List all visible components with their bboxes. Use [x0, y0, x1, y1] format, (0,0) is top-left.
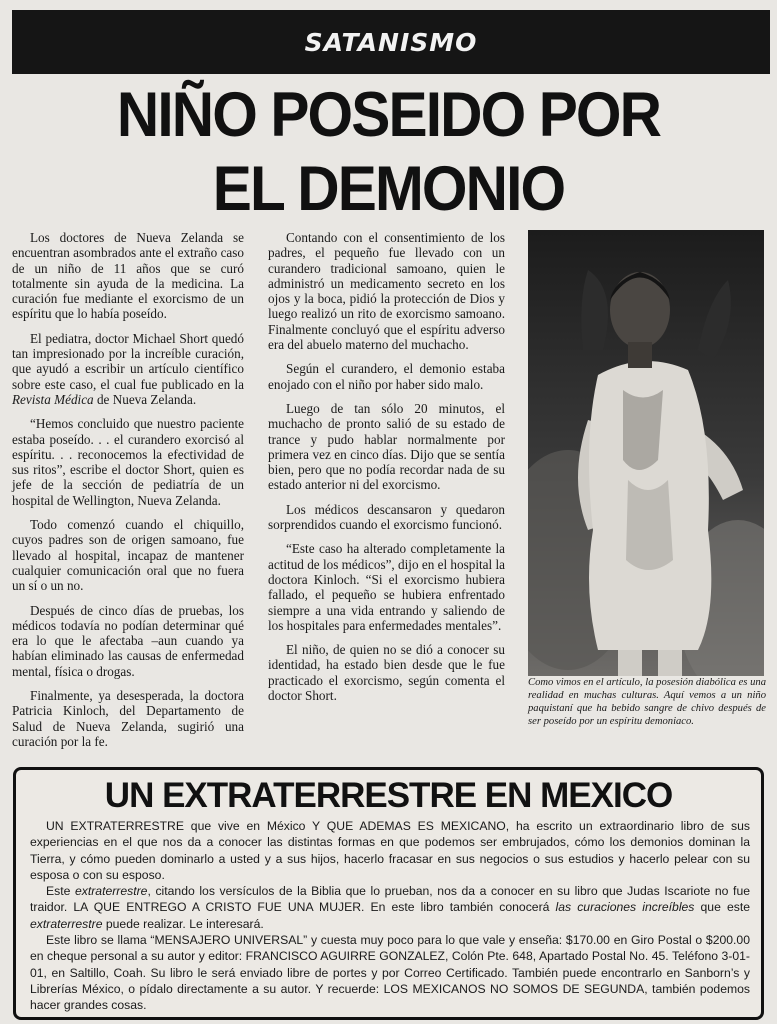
paragraph: Los médicos descansaron y quedaron sorprendidos cuando el exorcismo funcionó.: [268, 501, 505, 533]
paragraph: “Hemos concluido que nuestro paciente estaba poseído. . . el curandero exorcisó al espíritu. . . reconocemos la efectividad de sus ritos”, escribe el doctor Short, quien es jefe de la sección de pediatría de un hospital de Wellington, Nueva Zelanda.: [12, 416, 244, 508]
ad-text-italic: extraterrestre: [30, 916, 103, 931]
paragraph: Todo comenzó cuando el chiquillo, cuyos padres son de origen samoano, fue llevado al hospital, incapaz de mantener cualquier comunicación oral que no fuera un sí o un no.: [12, 517, 244, 594]
ad-text-italic: extraterrestre: [74, 884, 148, 899]
paragraph-text: de Nueva Zelanda.: [93, 391, 197, 407]
section-banner: [12, 10, 770, 74]
paragraph-text: El pediatra, doctor Michael Short quedó tan impresionado por la increíble curación, que ayudó a escribir un artículo científico sobre este caso, el cual fue publicado en la: [12, 330, 244, 392]
ad-paragraph: [30, 883, 750, 932]
headline-line-2: EL DEMONIO: [212, 154, 565, 224]
article-column-1: [12, 230, 244, 758]
headline: [27, 78, 750, 226]
journal-name: Revista Médica: [12, 391, 94, 407]
article-column-2: [268, 230, 505, 712]
paragraph: Los doctores de Nueva Zelanda se encuentran asombrados ante el extraño caso de un niño de 11 años que se curó totalmente sin ayuda de la medicina. La curación fue mediante el exorcismo de un espíritu que lo había poseído.: [12, 230, 244, 322]
ad-body: [30, 818, 750, 1014]
paragraph: Luego de tan sólo 20 minutos, el muchacho de pronto salió de su estado de trance y pudo hablar normalmente por primera vez en cinco días. Dijo que se sentía bien, pero que no podía recordar nada de su estado anterior ni del exorcismo.: [268, 400, 505, 493]
photo-caption: Como vimos en el artículo, la posesión diabólica es una realidad en muchas culturas. Aquí vemos a un niño paquistaní que ha bebido sangre de chivo después de ser poseído por un espíritu demoniaco.: [528, 677, 766, 727]
paragraph: Después de cinco días de pruebas, los médicos todavía no podían determinar qué era lo que le afectaba –aun cuando ya habían eliminado las causas de enfermedad mental, física o drogas.: [12, 602, 244, 679]
boy-photo-illustration: [528, 230, 764, 676]
paragraph: El niño, de quien no se dió a conocer su identidad, ha estado bien desde que le fue practicado el exorcismo, según comenta el doctor Short.: [268, 642, 505, 704]
section-label: SATANISMO: [304, 27, 478, 57]
ad-text: , citando los versículos de la Biblia que lo prueban, nos da a conocer en su libro que Judas Iscariote no fue traidor. LA QUE ENTREGO A CRISTO FUE UNA MUJER. En este libro también conocerá: [30, 884, 750, 915]
paragraph: “Este caso ha alterado completamente la actitud de los médicos”, dijo en el hospital la doctora Kinloch. “Si el exorcismo hubiera fallado, el pequeño se hubiera enfrentado siempre a una vida entrando y saliendo de los hospitales para enfermedades mentales”.: [268, 541, 505, 633]
ad-text-italic: las curaciones increíbles: [555, 900, 695, 915]
paragraph: Contando con el consentimiento de los padres, el pequeño fue llevado con un curandero tradicional samoano, quien le administró un medicamento secreto en los ojos y la boca, pidió la protección de Dios y luego realizó un rito de exorcismo samoano. Finalmente concluyó que el espíritu adverso era del abuelo materno del muchacho.: [268, 230, 505, 353]
paragraph: [12, 331, 244, 407]
paragraph: Finalmente, ya desesperada, la doctora Patricia Kinloch, del Departamento de Salud de Nueva Zelanda, sugirió una curación por la fe.: [12, 688, 244, 749]
ad-paragraph: Este libro se llama “MENSAJERO UNIVERSAL” y cuesta muy poco para lo que vale y enseña: $170.00 en Giro Postal o $200.00 en cheque personal a su autor y editor: FRANCISCO AGUIRRE GONZALEZ, Colón Pte. 648, Apartado Postal No. 45. Teléfono 3-01-01, en Saltillo, Coah. Su libro le será enviado libre de portes y por Correo Certificado. También puede encontrarlo en Sanborn’s y Librerías México, o pídalo directamente a su autor. Y recuerde: LOS MEXICANOS NO SOMOS DE SEGUNDA, también podemos hacer grandes cosas.: [30, 933, 750, 1013]
ad-text: Este: [46, 884, 75, 899]
ad-text: puede realizar. Le interesará.: [102, 916, 264, 931]
ad-title: UN EXTRATERRESTRE EN MEXICO: [104, 776, 673, 815]
headline-line-1: NIÑO POSEIDO POR: [116, 80, 661, 150]
article-photo: [528, 230, 764, 676]
advertisement-box: [13, 767, 764, 1020]
paragraph: Según el curandero, el demonio estaba enojado con el niño por haber sido malo.: [268, 361, 505, 392]
ad-text: que este: [694, 900, 750, 915]
ad-paragraph: UN EXTRATERRESTRE que vive en México Y QUE ADEMAS ES MEXICANO, ha escrito un extraordinario libro de sus experiencias en el que nos da a conocer las distintas formas en que podemos ser embrujados, cómo los demonios dominan la Tierra, y cómo pueden dominarlo a usted y a sus hijos, hacerlo fracasar en sus negocios o sus estudios y hacerlo pelear con su esposa o con su esposo.: [30, 819, 750, 882]
